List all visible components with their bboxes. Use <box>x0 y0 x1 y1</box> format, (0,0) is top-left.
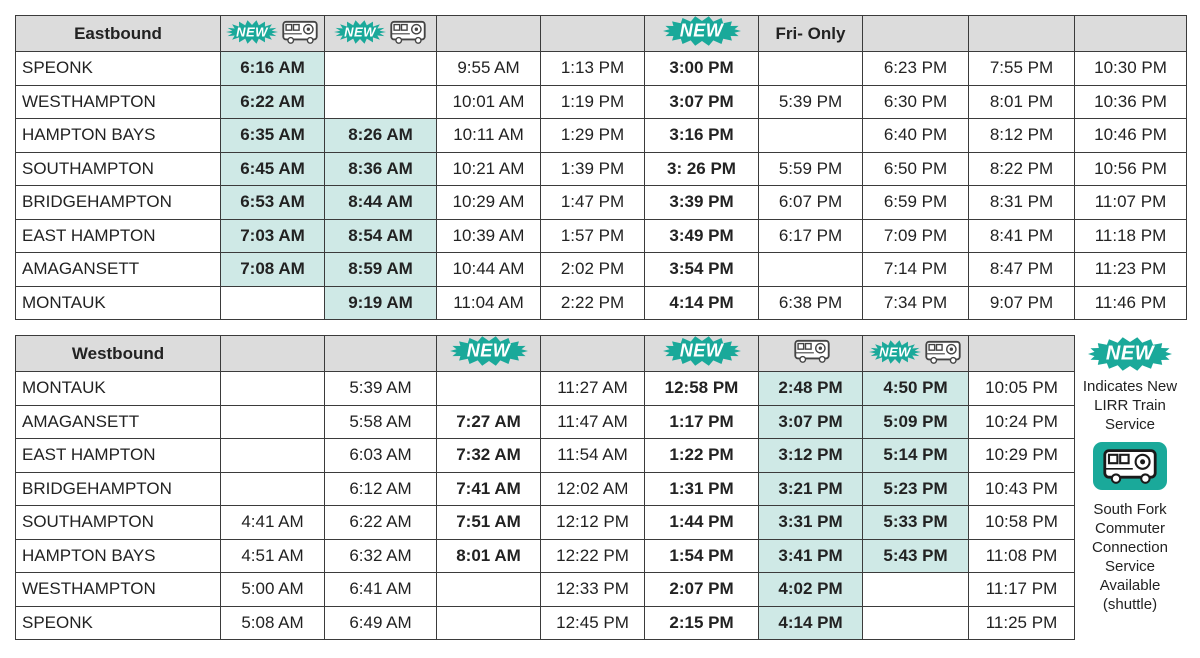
header-cell <box>541 16 645 52</box>
time-cell <box>437 372 541 406</box>
station-name: MONTAUK <box>16 372 221 406</box>
time-cell: 5:00 AM <box>221 573 325 607</box>
time-cell: 10:43 PM <box>969 472 1075 506</box>
time-cell: 5:39 AM <box>325 372 437 406</box>
time-cell: 11:17 PM <box>969 573 1075 607</box>
table-row <box>16 439 1075 473</box>
table-row <box>16 119 1187 153</box>
time-cell: 7:41 AM <box>437 472 541 506</box>
station-name: BRIDGEHAMPTON <box>16 186 221 220</box>
table-row <box>16 186 1187 220</box>
header-cell <box>325 336 437 372</box>
time-cell <box>325 85 437 119</box>
time-cell: 10:11 AM <box>437 119 541 153</box>
time-cell: 8:31 PM <box>969 186 1075 220</box>
time-cell: 8:12 PM <box>969 119 1075 153</box>
time-cell: 10:46 PM <box>1075 119 1187 153</box>
time-cell: 2:02 PM <box>541 253 645 287</box>
time-cell: 11:25 PM <box>969 606 1075 640</box>
time-cell: 10:56 PM <box>1075 152 1187 186</box>
time-cell: 6:23 PM <box>863 52 969 86</box>
time-cell: 10:39 AM <box>437 219 541 253</box>
time-cell: 6:35 AM <box>221 119 325 153</box>
time-cell: 10:29 PM <box>969 439 1075 473</box>
table-row <box>16 405 1075 439</box>
time-cell <box>221 472 325 506</box>
time-cell: 1:44 PM <box>645 506 759 540</box>
time-cell: 3:21 PM <box>759 472 863 506</box>
time-cell: 6:03 AM <box>325 439 437 473</box>
station-name: SPEONK <box>16 606 221 640</box>
table-row <box>16 573 1075 607</box>
time-cell: 1:13 PM <box>541 52 645 86</box>
legend-new-label: Indicates New LIRR Train Service <box>1082 378 1178 433</box>
time-cell <box>863 573 969 607</box>
time-cell: 3:39 PM <box>645 186 759 220</box>
time-cell: 12:45 PM <box>541 606 645 640</box>
bus-icon <box>924 339 962 365</box>
table-row <box>16 286 1187 320</box>
time-cell: 9:07 PM <box>969 286 1075 320</box>
time-cell: 3:12 PM <box>759 439 863 473</box>
time-cell: 3:31 PM <box>759 506 863 540</box>
time-cell <box>221 372 325 406</box>
time-cell <box>325 52 437 86</box>
time-cell: 6:16 AM <box>221 52 325 86</box>
time-cell: 8:59 AM <box>325 253 437 287</box>
header-cell <box>863 16 969 52</box>
time-cell <box>759 119 863 153</box>
time-cell: 4:14 PM <box>645 286 759 320</box>
time-cell: 2:15 PM <box>645 606 759 640</box>
station-name: HAMPTON BAYS <box>16 539 221 573</box>
table-row <box>16 472 1075 506</box>
time-cell: 6:32 AM <box>325 539 437 573</box>
time-cell: 11:08 PM <box>969 539 1075 573</box>
new-burst-icon: NEW <box>663 16 741 46</box>
time-cell: 10:58 PM <box>969 506 1075 540</box>
time-cell: 12:58 PM <box>645 372 759 406</box>
westbound-schedule-table <box>15 335 1075 640</box>
time-cell <box>863 606 969 640</box>
header-cell <box>759 336 863 372</box>
header-cell <box>437 336 541 372</box>
new-burst-icon: NEW <box>226 20 278 44</box>
table-row <box>16 606 1075 640</box>
time-cell: 8:26 AM <box>325 119 437 153</box>
time-cell: 6:07 PM <box>759 186 863 220</box>
time-cell: 6:17 PM <box>759 219 863 253</box>
new-burst-icon: NEW <box>663 336 741 366</box>
time-cell: 10:24 PM <box>969 405 1075 439</box>
time-cell: 4:02 PM <box>759 573 863 607</box>
time-cell: 6:41 AM <box>325 573 437 607</box>
time-cell: 7:03 AM <box>221 219 325 253</box>
legend-bus-icon <box>1093 442 1167 490</box>
time-cell <box>437 606 541 640</box>
legend-new-badge <box>1075 337 1185 371</box>
legend <box>1075 337 1185 614</box>
time-cell: 1:39 PM <box>541 152 645 186</box>
time-cell: 5:39 PM <box>759 85 863 119</box>
time-cell: 3:41 PM <box>759 539 863 573</box>
time-cell: 7:32 AM <box>437 439 541 473</box>
time-cell <box>759 52 863 86</box>
time-cell: 6:49 AM <box>325 606 437 640</box>
station-name: BRIDGEHAMPTON <box>16 472 221 506</box>
time-cell: 8:01 PM <box>969 85 1075 119</box>
table-row <box>16 253 1187 287</box>
time-cell: 11:04 AM <box>437 286 541 320</box>
time-cell: 11:27 AM <box>541 372 645 406</box>
header-row <box>16 336 1075 372</box>
time-cell: 11:46 PM <box>1075 286 1187 320</box>
header-cell <box>969 16 1075 52</box>
time-cell: 11:23 PM <box>1075 253 1187 287</box>
header-cell <box>1075 16 1187 52</box>
time-cell <box>437 573 541 607</box>
time-cell: 11:54 AM <box>541 439 645 473</box>
station-name: AMAGANSETT <box>16 253 221 287</box>
time-cell: 6:38 PM <box>759 286 863 320</box>
header-cell <box>541 336 645 372</box>
time-cell <box>221 405 325 439</box>
station-name: WESTHAMPTON <box>16 573 221 607</box>
time-cell: 6:30 PM <box>863 85 969 119</box>
time-cell: 1:17 PM <box>645 405 759 439</box>
time-cell: 4:50 PM <box>863 372 969 406</box>
time-cell: 5:08 AM <box>221 606 325 640</box>
bus-icon <box>389 19 427 45</box>
time-cell: 10:05 PM <box>969 372 1075 406</box>
time-cell: 8:41 PM <box>969 219 1075 253</box>
time-cell: 3:07 PM <box>759 405 863 439</box>
legend-bus-label: South Fork Commuter Connection Service Available (shuttle) <box>1092 501 1168 613</box>
time-cell: 6:45 AM <box>221 152 325 186</box>
table-row <box>16 506 1075 540</box>
time-cell: 7:51 AM <box>437 506 541 540</box>
station-name: SPEONK <box>16 52 221 86</box>
time-cell: 8:54 AM <box>325 219 437 253</box>
table-row <box>16 372 1075 406</box>
bus-icon <box>281 19 319 45</box>
time-cell: 10:36 PM <box>1075 85 1187 119</box>
time-cell: 10:30 PM <box>1075 52 1187 86</box>
time-cell: 3:16 PM <box>645 119 759 153</box>
time-cell: 7:27 AM <box>437 405 541 439</box>
header-cell <box>221 16 325 52</box>
time-cell: 8:36 AM <box>325 152 437 186</box>
time-cell: 6:53 AM <box>221 186 325 220</box>
station-name: HAMPTON BAYS <box>16 119 221 153</box>
time-cell: 1:19 PM <box>541 85 645 119</box>
time-cell: 5:09 PM <box>863 405 969 439</box>
time-cell: 8:47 PM <box>969 253 1075 287</box>
header-cell <box>437 16 541 52</box>
table-row <box>16 52 1187 86</box>
time-cell: 1:22 PM <box>645 439 759 473</box>
station-name: SOUTHAMPTON <box>16 506 221 540</box>
time-cell: 4:14 PM <box>759 606 863 640</box>
time-cell: 12:33 PM <box>541 573 645 607</box>
time-cell: 5:33 PM <box>863 506 969 540</box>
time-cell: 9:19 AM <box>325 286 437 320</box>
table-row <box>16 85 1187 119</box>
header-row <box>16 16 1187 52</box>
time-cell: 7:34 PM <box>863 286 969 320</box>
time-cell: 11:18 PM <box>1075 219 1187 253</box>
time-cell: 5:43 PM <box>863 539 969 573</box>
station-name: EAST HAMPTON <box>16 439 221 473</box>
time-cell: 7:14 PM <box>863 253 969 287</box>
time-cell: 12:02 AM <box>541 472 645 506</box>
eastbound-schedule-table <box>15 15 1187 320</box>
time-cell: 6:22 AM <box>221 85 325 119</box>
time-cell: 4:41 AM <box>221 506 325 540</box>
time-cell: 1:31 PM <box>645 472 759 506</box>
header-label: Fri- Only <box>759 16 863 52</box>
direction-title: Westbound <box>16 336 221 372</box>
time-cell: 12:12 PM <box>541 506 645 540</box>
time-cell: 5:58 AM <box>325 405 437 439</box>
time-cell: 3:00 PM <box>645 52 759 86</box>
time-cell: 1:54 PM <box>645 539 759 573</box>
header-cell <box>863 336 969 372</box>
time-cell <box>759 253 863 287</box>
time-cell: 10:29 AM <box>437 186 541 220</box>
time-cell: 5:14 PM <box>863 439 969 473</box>
time-cell: 10:44 AM <box>437 253 541 287</box>
time-cell: 1:57 PM <box>541 219 645 253</box>
header-cell <box>325 16 437 52</box>
new-burst-icon: NEW <box>334 20 386 44</box>
time-cell: 3: 26 PM <box>645 152 759 186</box>
time-cell: 1:47 PM <box>541 186 645 220</box>
time-cell: 5:59 PM <box>759 152 863 186</box>
station-name: AMAGANSETT <box>16 405 221 439</box>
header-cell <box>221 336 325 372</box>
time-cell: 3:54 PM <box>645 253 759 287</box>
time-cell: 2:22 PM <box>541 286 645 320</box>
time-cell: 10:01 AM <box>437 85 541 119</box>
header-cell <box>645 16 759 52</box>
time-cell: 3:49 PM <box>645 219 759 253</box>
time-cell: 6:50 PM <box>863 152 969 186</box>
new-burst-icon: NEW <box>869 340 921 364</box>
time-cell: 9:55 AM <box>437 52 541 86</box>
time-cell: 5:23 PM <box>863 472 969 506</box>
time-cell: 7:09 PM <box>863 219 969 253</box>
time-cell: 10:21 AM <box>437 152 541 186</box>
table-row <box>16 219 1187 253</box>
time-cell: 11:47 AM <box>541 405 645 439</box>
time-cell: 6:22 AM <box>325 506 437 540</box>
station-name: SOUTHAMPTON <box>16 152 221 186</box>
time-cell: 4:51 AM <box>221 539 325 573</box>
bus-icon <box>793 338 831 364</box>
time-cell: 12:22 PM <box>541 539 645 573</box>
time-cell: 7:55 PM <box>969 52 1075 86</box>
time-cell: 6:59 PM <box>863 186 969 220</box>
direction-title: Eastbound <box>16 16 221 52</box>
time-cell: 11:07 PM <box>1075 186 1187 220</box>
header-cell <box>969 336 1075 372</box>
time-cell <box>221 439 325 473</box>
station-name: EAST HAMPTON <box>16 219 221 253</box>
table-row <box>16 152 1187 186</box>
time-cell: 8:44 AM <box>325 186 437 220</box>
time-cell: 6:12 AM <box>325 472 437 506</box>
new-burst-icon: NEW <box>1088 337 1172 371</box>
time-cell <box>221 286 325 320</box>
new-burst-icon: NEW <box>450 336 528 366</box>
time-cell: 8:01 AM <box>437 539 541 573</box>
table-row <box>16 539 1075 573</box>
time-cell: 2:07 PM <box>645 573 759 607</box>
header-cell <box>645 336 759 372</box>
time-cell: 2:48 PM <box>759 372 863 406</box>
time-cell: 7:08 AM <box>221 253 325 287</box>
time-cell: 8:22 PM <box>969 152 1075 186</box>
station-name: MONTAUK <box>16 286 221 320</box>
station-name: WESTHAMPTON <box>16 85 221 119</box>
time-cell: 6:40 PM <box>863 119 969 153</box>
time-cell: 3:07 PM <box>645 85 759 119</box>
time-cell: 1:29 PM <box>541 119 645 153</box>
